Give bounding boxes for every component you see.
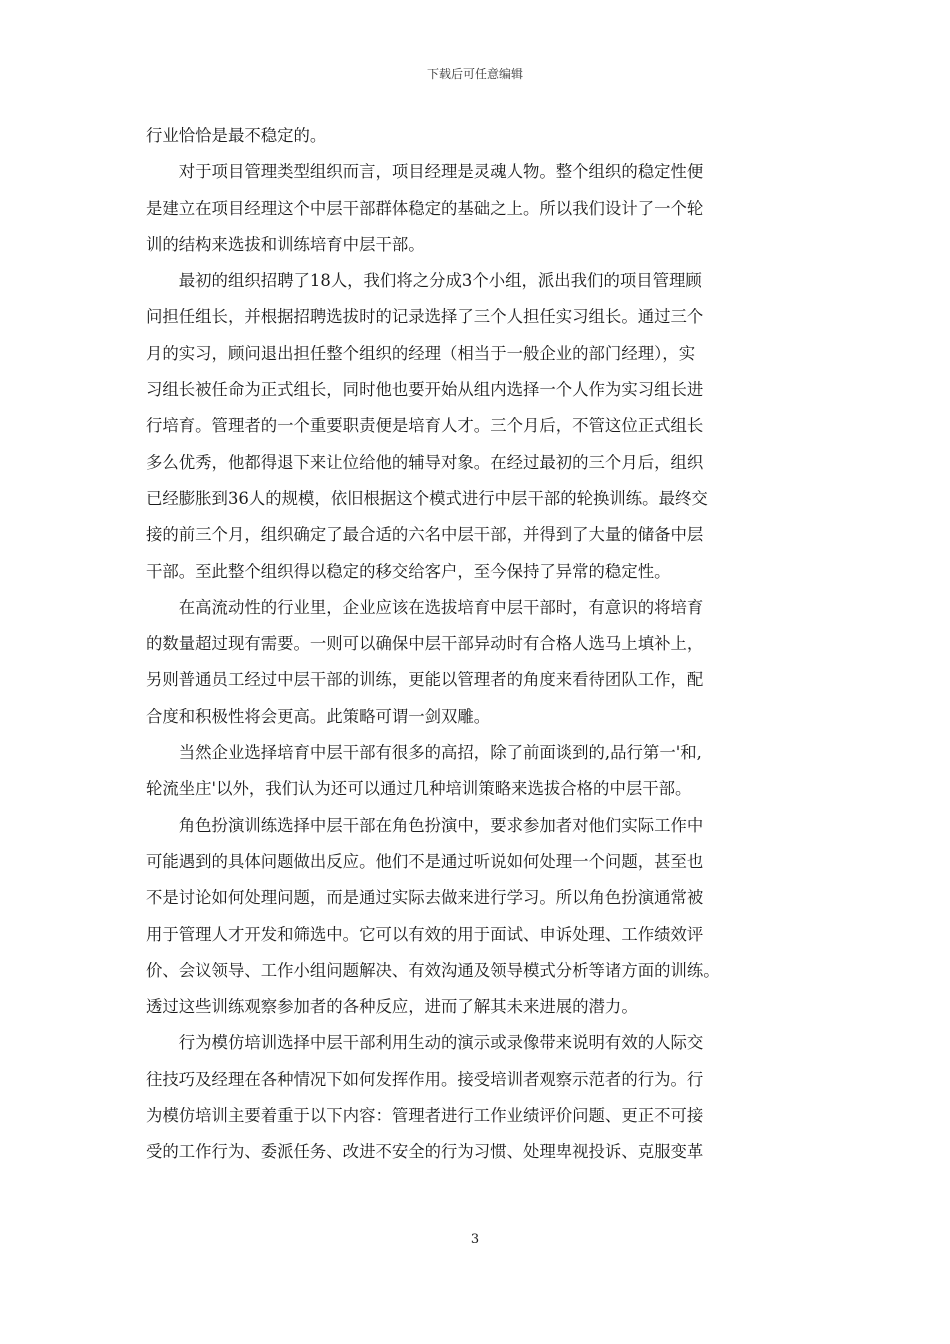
paragraph-5: 当然企业选择培育中层干部有很多的高招，除了前面谈到的,品行第一'和, 轮流坐庄'以外，我们认为还可以通过几种培训策略来选拔合格的中层干部。	[146, 743, 702, 799]
paragraph-1: 行业恰恰是最不稳定的。	[146, 126, 327, 145]
page-header: 下载后可任意编辑	[426, 67, 523, 81]
paragraph-6: 角色扮演训练选择中层干部在角色扮演中，要求参加者对他们实际工作中 可能遇到的具体问题做出反应。他们不是通过听说如何处理一个问题，甚至也 不是讨论如何处理问题，而是通过实际去做来进行学习。所以角色扮演通常被 用于管理人才开发和筛选中。它可以有效的用于面试、申诉处理、工作绩效评 价、会议领导、工作小组问题解决、有效沟通及领导模式分析等诸方面的训练。 透过这些训练观察参加者的各种反应，进而了解其未来进展的潜力。	[146, 815, 720, 1017]
document-body	[146, 118, 806, 1171]
paragraph-4: 在高流动性的行业里，企业应该在选拔培育中层干部时，有意识的将培育 的数量超过现有需要。一则可以确保中层干部异动时有合格人选马上填补上， 另则普通员工经过中层干部的训练，更能以管理者的角度来看待团队工作，配 合度和积极性将会更高。此策略可谓一剑双雕。	[146, 597, 704, 726]
paragraph-2: 对于项目管理类型组织而言，项目经理是灵魂人物。整个组织的稳定性便 是建立在项目经理这个中层干部群体稳定的基础之上。所以我们设计了一个轮 训的结构来选拔和训练培育中层干部。	[146, 162, 704, 254]
paragraph-7: 行为模仿培训选择中层干部利用生动的演示或录像带来说明有效的人际交 往技巧及经理在各种情况下如何发挥作用。接受培训者观察示范者的行为。行 为模仿培训主要着重于以下内容：管理者进行工作业绩评价问题、更正不可接 受的工作行为、委派任务、改进不安全的行为习惯、处理卑视投诉、克服变革	[146, 1033, 704, 1162]
paragraph-3: 最初的组织招聘了18人，我们将之分成3个小组，派出我们的项目管理顾 问担任组长，并根据招聘选拔时的记录选择了三个人担任实习组长。通过三个 月的实习，顾问退出担任整个组织的经理（相当于一般企业的部门经理），实 习组长被任命为正式组长，同时他也要开始从组内选择一个人作为实习组长进 行培育。管理者的一个重要职责便是培育人才。三个月后，不管这位正式组长 多么优秀，他都得退下来让位给他的辅导对象。在经过最初的三个月后，组织 已经膨胀到36人的规模，依旧根据这个模式进行中层干部的轮换训练。最终交 接的前三个月，组织确定了最合适的六名中层干部，并得到了大量的储备中层 干部。至此整个组织得以稳定的移交给客户，至今保持了异常的稳定性。	[146, 271, 708, 581]
page-number: 3	[470, 1232, 480, 1247]
